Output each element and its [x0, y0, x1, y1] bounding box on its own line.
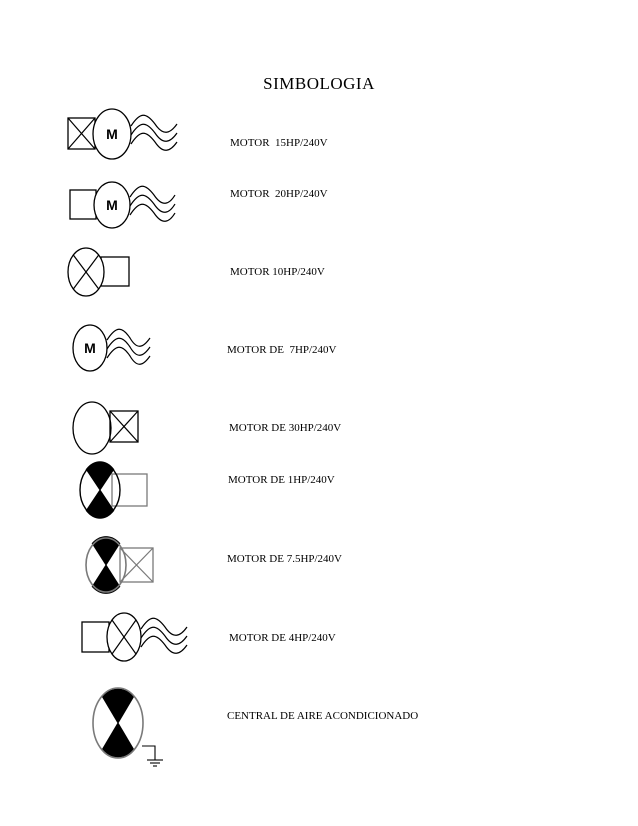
motor-box-x-circle-wavy-icon [74, 606, 199, 668]
central-air-conditioning-ground-icon [84, 686, 184, 770]
page-title: SIMBOLOGIA [263, 74, 375, 93]
motor-circle-boxed-x-icon [66, 398, 146, 460]
motor-filled-quadrants-box-icon [74, 460, 154, 524]
symbol-label: MOTOR 20HP/240V [230, 188, 328, 200]
motor-glyph: M [106, 197, 118, 213]
symbol-label: CENTRAL DE AIRE ACONDICIONADO [227, 710, 419, 722]
motor-m-box-wavy-icon [62, 178, 187, 233]
symbol-label: MOTOR 15HP/240V [230, 137, 328, 149]
motor-glyph: M [84, 340, 96, 356]
symbol-label: MOTOR 10HP/240V [230, 266, 325, 278]
symbol-label: MOTOR DE 30HP/240V [229, 422, 342, 434]
symbol-label: MOTOR DE 7HP/240V [227, 344, 337, 356]
motor-glyph: M [106, 126, 118, 142]
motor-m-wavy-icon [66, 320, 156, 376]
symbol-label: MOTOR DE 1HP/240V [228, 474, 335, 486]
symbol-label: MOTOR DE 7.5HP/240V [227, 553, 343, 565]
motor-m-boxed-x-wavy-icon [60, 104, 185, 166]
motor-x-circle-box-icon [62, 244, 137, 302]
symbol-label: MOTOR DE 4HP/240V [229, 632, 336, 644]
motor-filled-quadrants-boxed-x-icon [80, 534, 160, 598]
